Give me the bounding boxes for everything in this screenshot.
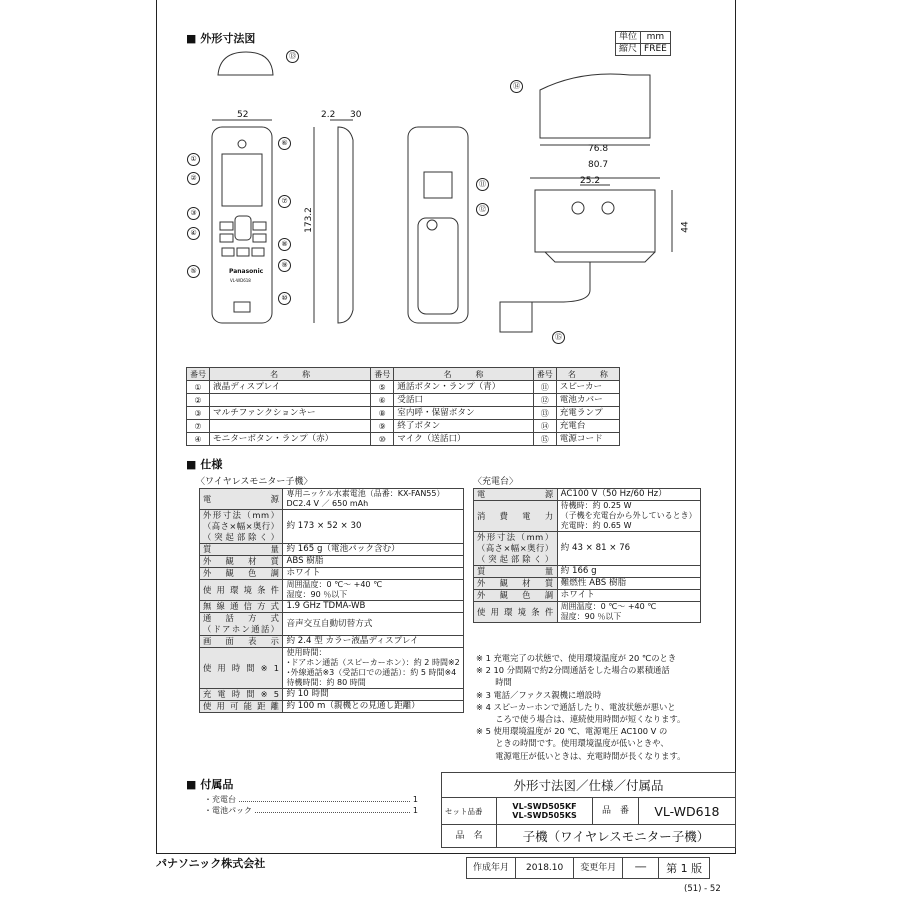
- spec-key: 無線通信方式: [200, 601, 283, 613]
- spec-key: 外形寸法（mm） （高さ×幅×奥行） （突起部除く）: [200, 510, 283, 544]
- scale-value: FREE: [641, 44, 671, 56]
- dimension-drawing: [160, 40, 730, 360]
- spec-value: 専用ニッケル水素電池（品番：KX-FAN55） DC2.4 V ／ 650 mAh: [283, 489, 463, 510]
- handset-top-view: [218, 52, 273, 75]
- multi-function-key: [235, 216, 251, 240]
- accessory-list: [204, 794, 418, 816]
- callout-4: ④: [187, 227, 200, 240]
- handset-back: [408, 127, 468, 323]
- doc-title: 外形寸法図／仕様／付属品: [442, 773, 736, 798]
- spec-key: 外観材質: [474, 578, 558, 590]
- unit-value: mm: [641, 32, 671, 44]
- table-row: [200, 556, 464, 568]
- edition: 第 1 版: [659, 858, 710, 879]
- part-label: 品 番: [593, 798, 639, 825]
- handset-spec-title: 〈ワイヤレスモニター子機〉: [196, 477, 313, 487]
- table-row: ④ モニターボタン・ランプ（赤） ⑩ マイク（送話口） ⑮ 電源コード: [187, 433, 620, 446]
- spec-key: 外形寸法（mm） （高さ×幅×奥行） （突起部除く）: [474, 532, 558, 566]
- table-row: [200, 613, 464, 636]
- spec-key: 消費電力: [474, 501, 558, 532]
- charger-spec-title: 〈充電台〉: [473, 477, 519, 487]
- note-line: ころで使う場合は、連続使用時間が短くなります。: [476, 714, 686, 725]
- spec-key: 電源: [474, 489, 558, 501]
- spec-value: 約 173 × 52 × 30: [283, 510, 463, 544]
- callout-8: ⑧: [278, 238, 291, 251]
- spec-value: 約 2.4 型 カラー液晶ディスプレイ: [283, 636, 463, 648]
- callout-6: ⑥: [278, 137, 291, 150]
- name-value: 子機（ワイヤレスモニター子機）: [496, 825, 735, 848]
- header-no: 番号: [371, 368, 394, 381]
- table-row: [474, 578, 701, 590]
- spec-value: 周囲温度：0 ℃～ +40 ℃ 湿度：90 ％以下: [283, 580, 463, 601]
- callout-5: ⑤: [187, 265, 200, 278]
- charger-back: [535, 190, 655, 252]
- parts-header-row: [187, 368, 620, 381]
- table-row: [200, 544, 464, 556]
- callout-13: ⑬: [286, 50, 299, 63]
- dim-height: 173.2: [303, 207, 314, 233]
- dim-charger-width: 80.7: [588, 160, 609, 170]
- table-row: ⑦ ⑨ 終了ボタン ⑭ 充電台: [187, 420, 620, 433]
- microphone: [234, 302, 250, 312]
- table-row: [474, 501, 701, 532]
- spec-value: 約 100 m（親機との見通し距離）: [283, 701, 463, 713]
- company-name: パナソニック株式会社: [156, 857, 266, 870]
- spec-value: 1.9 GHz TDMA-WB: [283, 601, 463, 613]
- note-line: ※ 1 充電完了の状態で、使用環境温度が 20 ℃のとき: [476, 653, 677, 663]
- callout-3: ③: [187, 207, 200, 220]
- callout-7: ⑦: [278, 195, 291, 208]
- title-block: [441, 772, 736, 848]
- changed-label: 変更年月: [574, 858, 623, 879]
- spec-value: 約 43 × 81 × 76: [557, 532, 700, 566]
- spec-value: 約 166 g: [557, 566, 700, 578]
- callout-11: ⑪: [476, 178, 489, 191]
- spec-key: 外観色調: [474, 590, 558, 602]
- speaker-grille: [424, 172, 452, 198]
- spec-value: 約 165 g（電池パック含む）: [283, 544, 463, 556]
- table-row: [200, 601, 464, 613]
- handset-side: [338, 127, 353, 323]
- table-row: [474, 590, 701, 602]
- note-line: 時間: [476, 677, 512, 688]
- spec-value: 難燃性 ABS 樹脂: [557, 578, 700, 590]
- spec-key: 質量: [474, 566, 558, 578]
- scale-label: 縮尺: [616, 44, 641, 56]
- handset-front: [212, 127, 272, 323]
- callout-15: ⑮: [552, 331, 565, 344]
- header-no: 番号: [187, 368, 210, 381]
- callout-12: ⑫: [476, 203, 489, 216]
- table-row: ② ⑥ 受話口 ⑫ 電池カバー: [187, 394, 620, 407]
- header-name: 名 称: [556, 368, 619, 381]
- note-line: ※ 4 スピーカーホンで通話したり、電波状態が悪いと: [476, 701, 676, 712]
- header-name: 名 称: [210, 368, 371, 381]
- table-row: [200, 701, 464, 713]
- spec-value: 約 10 時間: [283, 689, 463, 701]
- set-label: セット品番: [442, 798, 497, 825]
- list-item: ・充電台 1: [204, 795, 418, 804]
- spec-value: ABS 樹脂: [283, 556, 463, 568]
- battery-cover: [418, 218, 458, 314]
- table-row: [200, 636, 464, 648]
- unit-label: 単位: [616, 32, 641, 44]
- name-label: 品 名: [442, 825, 497, 848]
- callout-2: ②: [187, 172, 200, 185]
- spec-key: 通話方式 （ドアホン通話）: [200, 613, 283, 636]
- spec-value: 周囲温度：0 ℃～ +40 ℃ 湿度：90 ％以下: [557, 602, 700, 623]
- note-line: ※ 5 使用環境温度が 20 ℃、電源電圧 AC100 V の: [476, 726, 668, 737]
- dim-depth-a: 2.2: [321, 110, 336, 120]
- table-row: [474, 602, 701, 623]
- spec-key: 使用時間※1: [200, 648, 283, 689]
- table-row: [200, 648, 464, 689]
- charger-spec-table: [473, 488, 701, 623]
- table-row: [200, 510, 464, 544]
- table-row: [474, 532, 701, 566]
- dim-charger-top: 76.8: [588, 144, 609, 154]
- callout-10: ⑩: [278, 292, 291, 305]
- spec-key: 質量: [200, 544, 283, 556]
- callout-1: ①: [187, 153, 200, 166]
- table-row: [200, 568, 464, 580]
- section-specs: ■ 仕様: [186, 456, 222, 472]
- table-row: ③ マルチファンクションキー ⑧ 室内呼・保留ボタン ⑬ 充電ランプ: [187, 407, 620, 420]
- table-row: [474, 566, 701, 578]
- table-row: ① 液晶ディスプレイ ⑤ 通話ボタン・ランプ（青） ⑪ スピーカー: [187, 381, 620, 394]
- spec-value: ホワイト: [283, 568, 463, 580]
- spec-key: 充電時間※5: [200, 689, 283, 701]
- header-name: 名 称: [394, 368, 533, 381]
- set-numbers: VL-SWD505KF VL-SWD505KS: [496, 798, 592, 825]
- spec-key: 使用環境条件: [474, 602, 558, 623]
- dim-charger-hole: 25.2: [580, 176, 601, 186]
- section-dimensions: ■ 外形寸法図: [186, 30, 255, 46]
- note-line: 電源電圧が低いときは、充電時間が長くなります。: [476, 750, 686, 761]
- note-line: ※ 2 10 分間隔で約2分間通話をした場合の累積通話: [476, 665, 670, 676]
- spec-key: 画面表示: [200, 636, 283, 648]
- spec-key: 使用環境条件: [200, 580, 283, 601]
- power-plug: [500, 302, 532, 332]
- changed-value: ──: [623, 858, 659, 879]
- header-no: 番号: [533, 368, 556, 381]
- dim-depth-b: 30: [350, 110, 362, 120]
- earpiece: [238, 140, 246, 148]
- page-number: (51) - 52: [684, 884, 721, 894]
- spec-value: AC100 V（50 Hz/60 Hz）: [557, 489, 700, 501]
- table-row: [200, 489, 464, 510]
- table-row: [200, 580, 464, 601]
- note-line: ときの時間です。使用環境温度が低いときや、: [476, 738, 669, 749]
- parts-table: [186, 367, 620, 446]
- lcd-display: [222, 154, 262, 206]
- note-line: ※ 3 電話／ファクス親機に増設時: [476, 689, 602, 700]
- callout-9: ⑨: [278, 259, 291, 272]
- charger-side: [540, 74, 650, 138]
- handset-spec-table: [199, 488, 464, 713]
- dim-width: 52: [237, 110, 249, 120]
- spec-value: 待機時：約 0.25 W （子機を充電台から外しているとき） 充電時：約 0.65 W: [557, 501, 700, 532]
- created-label: 作成年月: [467, 858, 516, 879]
- spec-key: 外観色調: [200, 568, 283, 580]
- spec-notes: [476, 652, 685, 762]
- spec-key: 電源: [200, 489, 283, 510]
- callout-14: ⑭: [510, 80, 523, 93]
- table-row: [474, 489, 701, 501]
- spec-key: 使用可能距離: [200, 701, 283, 713]
- dim-charger-height: 44: [680, 221, 691, 233]
- table-row: [200, 689, 464, 701]
- spec-value: 使用時間： ･ドアホン通話（スピーカーホン）：約 2 時間※2 ･外線通話※3（受話口での通話）：約 5 時間※4 待機時間：約 80 時間: [283, 648, 463, 689]
- created-value: 2018.10: [516, 858, 574, 879]
- brand-logo: Panasonic: [229, 268, 264, 275]
- device-model: VL-WD618: [230, 278, 251, 283]
- section-accessories: ■ 付属品: [186, 776, 233, 792]
- list-item: ・電池パック 1: [204, 806, 418, 815]
- power-cord: [530, 262, 590, 302]
- part-number: VL-WD618: [638, 798, 735, 825]
- spec-key: 外観材質: [200, 556, 283, 568]
- revision-block: [466, 857, 710, 879]
- spec-value: ホワイト: [557, 590, 700, 602]
- spec-value: 音声交互自動切替方式: [283, 613, 463, 636]
